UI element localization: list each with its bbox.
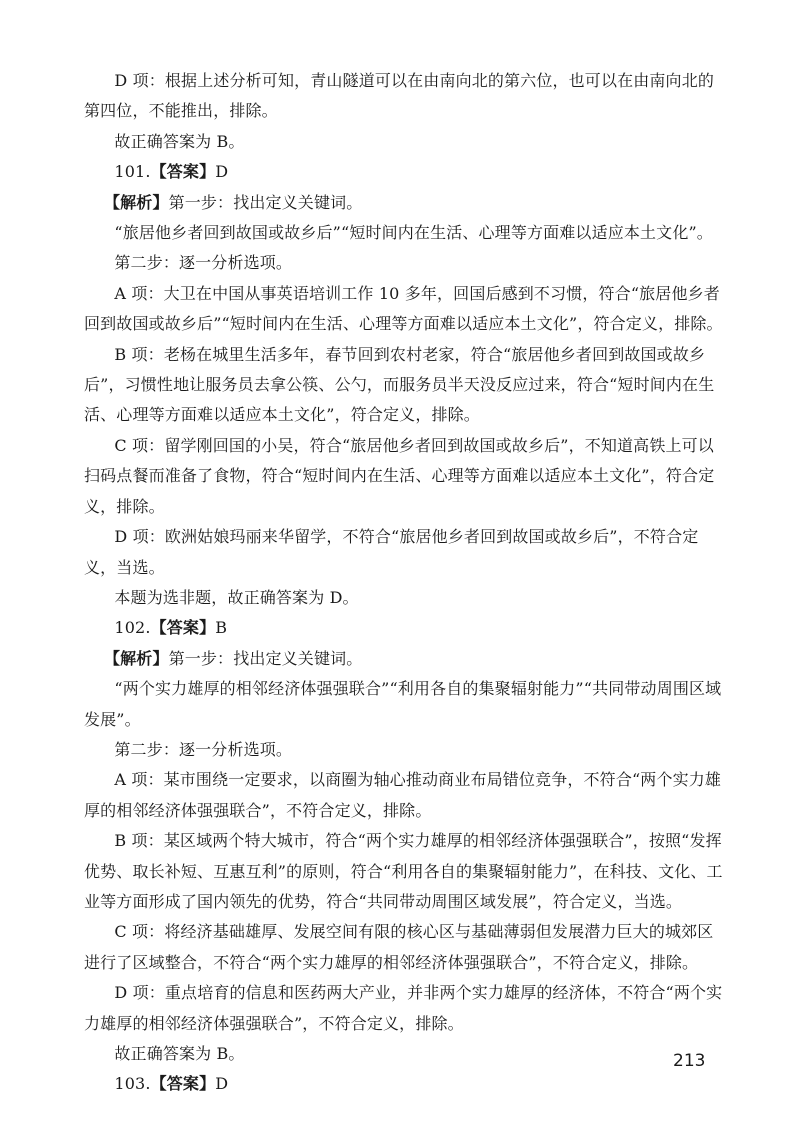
paragraph: A 项：大卫在中国从事英语培训工作 10 多年，回国后感到不习惯，符合“旅居他乡者回到故国或故乡后”“短时间内在生活、心理等方面难以适应本土文化”，符合定义，排除。 <box>84 283 723 334</box>
analysis-text: 第一步：找出定义关键词。 <box>168 648 363 668</box>
paragraph: 第二步：逐一分析选项。 <box>114 253 293 273</box>
answer-line-103 <box>84 1069 724 1099</box>
paragraph: D 项：欧洲姑娘玛丽来华留学，不符合“旅居他乡者回到故国或故乡后”，不符合定义，当选。 <box>84 527 699 577</box>
answer-tag: 【答案】 <box>150 1074 216 1094</box>
page-number: 213 <box>673 1051 706 1071</box>
analysis-line <box>84 188 724 218</box>
paragraph: 故正确答案为 B。 <box>114 131 245 151</box>
paragraph: 故正确答案为 B。 <box>114 1044 245 1063</box>
paragraph: C 项：将经济基础雄厚、发展空间有限的核心区与基础薄弱但发展潜力巨大的城郊区进行了区域整合，不符合“两个实力雄厚的相邻经济体强强联合”，不符合定义，排除。 <box>84 922 714 972</box>
question-number: 102. <box>114 618 151 638</box>
analysis-line <box>84 644 724 674</box>
answer-value: D <box>215 1074 229 1094</box>
paragraph: 第二步：逐一分析选项。 <box>114 739 293 759</box>
question-number: 103. <box>114 1074 151 1094</box>
answer-value: B <box>215 618 228 638</box>
paragraph: C 项：留学刚回国的小吴，符合“旅居他乡者回到故国或故乡后”，不知道高铁上可以扫码点餐而准备了食物，符合“短时间内在生活、心理等方面难以适应本土文化”，符合定义，排除。 <box>84 435 715 516</box>
analysis-tag: 【解析】 <box>104 192 169 212</box>
paragraph: B 项：老杨在城里生活多年，春节回到农村老家，符合“旅居他乡者回到故国或故乡后”，习惯性地让服务员去拿公筷、公勺，而服务员半天没反应过来，符合“短时间内在生活、心理等方面难以适应本土文化”，符合定义，排除。 <box>84 344 715 425</box>
answer-tag: 【答案】 <box>150 618 216 638</box>
paragraph: “两个实力雄厚的相邻经济体强强联合”“利用各自的集聚辐射能力”“共同带动周围区域发展”。 <box>84 679 722 729</box>
paragraph: A 项：某市围绕一定要求，以商圈为轴心推动商业布局错位竞争，不符合“两个实力雄厚的相邻经济体强强联合”，不符合定义，排除。 <box>84 770 722 820</box>
paragraph: D 项：根据上述分析可知，青山隧道可以在由南向北的第六位，也可以在由南向北的第四位，不能推出，排除。 <box>84 71 715 121</box>
answer-line-102 <box>84 613 724 643</box>
analysis-text: 第一步：找出定义关键词。 <box>168 192 363 212</box>
answer-line-101 <box>84 157 724 187</box>
answer-explanations <box>84 66 724 1100</box>
question-number: 101. <box>114 162 151 182</box>
paragraph: B 项：某区域两个特大城市，符合“两个实力雄厚的相邻经济体强强联合”，按照“发挥优势、取长补短、互惠互利”的原则，符合“利用各自的集聚辐射能力”，在科技、文化、工业等方面形成了国内领先的优势，符合“共同带动周围区域发展”，符合定义，当选。 <box>84 831 723 911</box>
analysis-tag: 【解析】 <box>104 648 169 668</box>
answer-tag: 【答案】 <box>150 162 216 182</box>
paragraph: “旅居他乡者回到故国或故乡后”“短时间内在生活、心理等方面难以适应本土文化”。 <box>114 223 713 243</box>
paragraph: 本题为选非题，故正确答案为 D。 <box>114 587 359 607</box>
answer-value: D <box>215 162 229 182</box>
paragraph: D 项：重点培育的信息和医药两大产业，并非两个实力雄厚的经济体，不符合“两个实力雄厚的相邻经济体强强联合”，不符合定义，排除。 <box>84 983 723 1033</box>
